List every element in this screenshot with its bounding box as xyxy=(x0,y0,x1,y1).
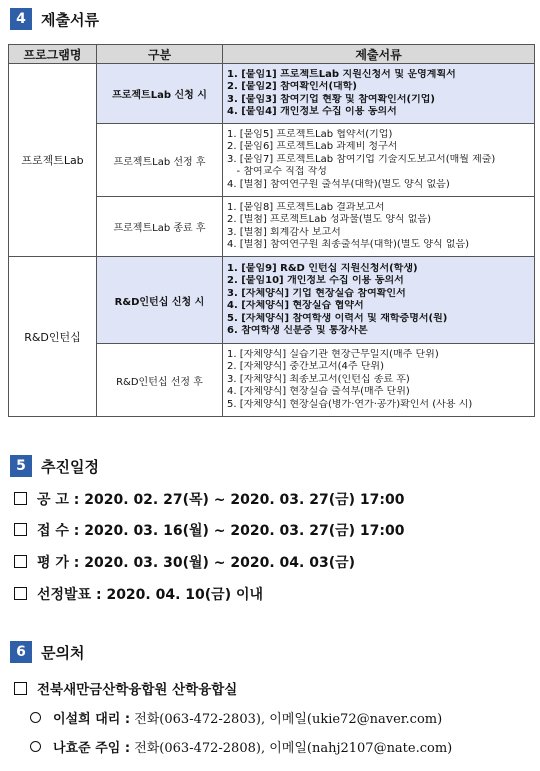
contact-organization xyxy=(14,678,237,698)
section-title: 제출서류 xyxy=(41,10,99,29)
section-6-header xyxy=(10,641,84,663)
doc-item: 1. [붙임5] 프로젝트Lab 협약서(기업) xyxy=(227,128,393,140)
table-header-row xyxy=(9,45,535,64)
person-contact-info: 전화(063-472-2803), 이메일(ukie72@naver.com) xyxy=(134,712,443,727)
program-name: 프로젝트Lab xyxy=(9,64,97,257)
section-number-badge: 6 xyxy=(10,641,32,663)
checkbox-icon xyxy=(14,555,27,568)
doc-item: 4. [별첨] 참여연구원 출석부(대학)(별도 양식 없음) xyxy=(227,178,450,190)
schedule-item xyxy=(14,520,404,540)
schedule-item xyxy=(14,584,263,604)
circle-bullet-icon xyxy=(30,712,41,723)
program-name: R&D인턴십 xyxy=(9,257,97,417)
doc-item: 2. [붙임6] 프로젝트Lab 과제비 청구서 xyxy=(227,141,398,153)
doc-item: 1. [붙임8] 프로젝트Lab 결과보고서 xyxy=(227,201,385,213)
checkbox-icon xyxy=(14,492,27,505)
circle-bullet-icon xyxy=(30,741,41,752)
category-cell: 프로젝트Lab 종료 후 xyxy=(97,197,223,257)
schedule-value: 2020. 03. 30(월) ~ 2020. 04. 03(금) xyxy=(84,555,356,571)
checkbox-icon xyxy=(14,682,27,695)
organization-name: 전북새만금산학융합원 산학융합실 xyxy=(37,682,238,698)
schedule-label: 평 가 : xyxy=(37,555,80,571)
doc-item: 3. [붙임7] 프로젝트Lab 참여기업 기술지도보고서(매월 제출) xyxy=(227,153,496,165)
header-category: 구분 xyxy=(97,45,223,64)
doc-item: 4. [붙임4] 개인정보 수집 이용 동의서 xyxy=(227,106,397,117)
doc-item: 1. [붙임9] R&D 인턴십 지원신청서(학생) xyxy=(227,262,418,274)
documents-cell xyxy=(223,64,535,124)
category-cell: R&D인턴십 선정 후 xyxy=(97,344,223,417)
section-5-header xyxy=(10,455,99,477)
schedule-label: 선정발표 : xyxy=(37,587,102,603)
documents-cell xyxy=(223,124,535,197)
table-row xyxy=(9,257,535,344)
doc-item: 3. [자체양식] 기업 현장실습 참여확인서 xyxy=(227,287,406,299)
doc-item: - 참여교수 직접 작성 xyxy=(227,166,327,178)
section-number-badge: 5 xyxy=(10,455,32,477)
doc-item: 5. [자체양식] 참여학생 이력서 및 재학증명서(원) xyxy=(227,312,448,324)
schedule-value: 2020. 02. 27(목) ~ 2020. 03. 27(금) 17:00 xyxy=(84,492,405,508)
section-number-badge: 4 xyxy=(10,8,32,30)
header-program: 프로그램명 xyxy=(9,45,97,64)
schedule-value: 2020. 04. 10(금) 이내 xyxy=(106,587,264,603)
schedule-label: 접 수 : xyxy=(37,523,80,539)
doc-item: 3. [자체양식] 최종보고서(인턴십 종료 후) xyxy=(227,373,410,385)
person-contact-info: 전화(063-472-2808), 이메일(nahj2107@nate.com) xyxy=(134,741,453,756)
doc-item: 2. [별첨] 프로젝트Lab 성과물(별도 양식 없음) xyxy=(227,214,431,225)
doc-item: 4. [자체양식] 현장실습 협약서 xyxy=(227,300,364,311)
schedule-item xyxy=(14,552,355,572)
doc-item: 2. [자체양식] 중간보고서(4주 단위) xyxy=(227,361,384,373)
checkbox-icon xyxy=(14,523,27,536)
contact-person xyxy=(30,737,452,756)
doc-item: 6. 참여학생 신분증 및 통장사본 xyxy=(227,325,368,336)
category-cell: R&D인턴십 신청 시 xyxy=(97,257,223,344)
section-title: 추진일정 xyxy=(41,457,99,476)
person-name: 이설희 대리 : xyxy=(53,712,131,727)
doc-item: 1. [붙임1] 프로젝트Lab 지원신청서 및 운영계획서 xyxy=(227,68,456,80)
schedule-label: 공 고 : xyxy=(37,492,80,508)
doc-item: 5. [자체양식] 현장실습(병가·연가·공가)확인서 (사용 시) xyxy=(227,398,473,410)
section-title: 문의처 xyxy=(41,643,85,662)
section-4-header xyxy=(10,8,99,30)
documents-cell xyxy=(223,257,535,344)
doc-item: 2. [붙임10] 개인정보 수집 이용 동의서 xyxy=(227,275,404,286)
table-row xyxy=(9,64,535,124)
category-cell: 프로젝트Lab 선정 후 xyxy=(97,124,223,197)
schedule-item xyxy=(14,489,404,509)
documents-cell xyxy=(223,197,535,257)
contact-person xyxy=(30,708,442,727)
checkbox-icon xyxy=(14,587,27,600)
schedule-value: 2020. 03. 16(월) ~ 2020. 03. 27(금) 17:00 xyxy=(84,523,405,539)
doc-item: 3. [붙임3] 참여기업 현황 및 참여확인서(기업) xyxy=(227,93,435,105)
doc-item: 2. [붙임2] 참여확인서(대학) xyxy=(227,81,357,92)
doc-item: 4. [별첨] 참여연구원 최종출석부(대학)(별도 양식 없음) xyxy=(227,239,470,250)
category-cell: 프로젝트Lab 신청 시 xyxy=(97,64,223,124)
person-name: 나효준 주임 : xyxy=(53,741,131,756)
doc-item: 4. [자체양식] 현장실습 출석부(매주 단위) xyxy=(227,386,410,398)
doc-item: 1. [자체양식] 실습기관 현장근무일지(매주 단위) xyxy=(227,348,439,360)
header-documents: 제출서류 xyxy=(223,45,535,64)
documents-table xyxy=(8,44,535,417)
doc-item: 3. [별첨] 회계감사 보고서 xyxy=(227,226,341,238)
documents-cell xyxy=(223,344,535,417)
